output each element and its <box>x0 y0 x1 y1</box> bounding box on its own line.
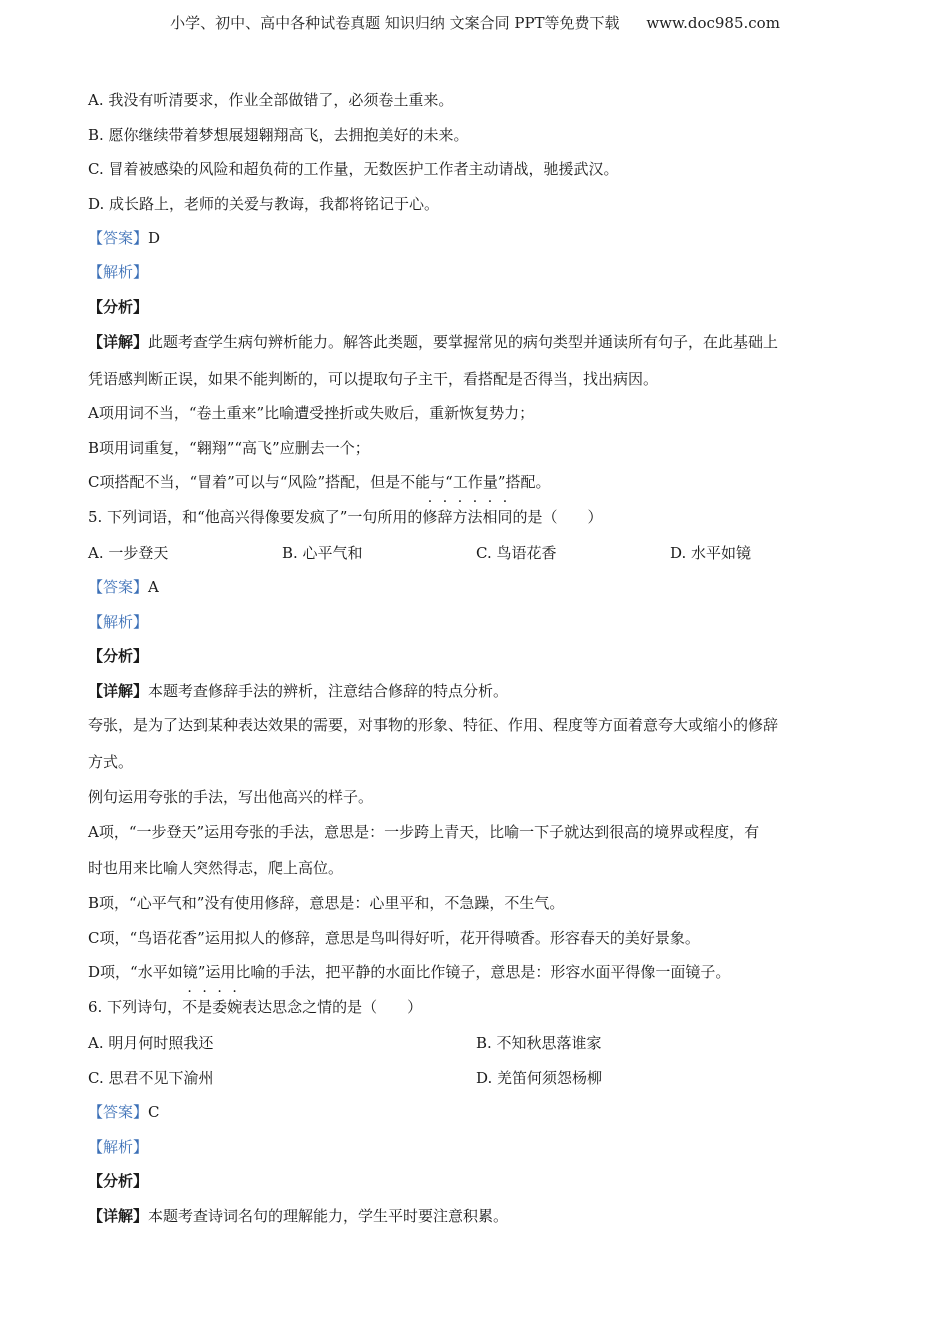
page-header <box>0 12 950 33</box>
q6-stem <box>88 997 422 1017</box>
q4-option-c: C. 冒着被感染的风险和超负荷的工作量，无数医护工作者主动请战，驰援武汉。 <box>88 160 619 178</box>
emphasis-char: 是 <box>197 998 213 1016</box>
q4-fenxi: 【分析】 <box>88 298 149 316</box>
q4-detail <box>88 332 778 352</box>
q5-stem <box>88 507 603 527</box>
answer-tag: 【答案】 <box>88 229 149 247</box>
q6-stem-pre: 6. 下列诗句， <box>88 998 183 1016</box>
header-site[interactable]: www.doc985.com <box>646 14 780 32</box>
q5-detail <box>88 681 508 701</box>
q6-option-a: A. 明月何时照我还 <box>88 1034 214 1052</box>
detail-text: 本题考查修辞手法的辨析，注意结合修辞的特点分析。 <box>148 682 509 700</box>
q5-jiexi: 【解析】 <box>88 613 149 631</box>
q6-option-c: C. 思君不见下渝州 <box>88 1069 214 1087</box>
q5-para-4: A项，“一步登天”运用夸张的手法，意思是：一步跨上青天，比喻一下子就达到很高的境界或程度，有 <box>88 823 760 841</box>
emphasis-char: 相 <box>482 508 498 526</box>
emphasis-char: 同 <box>497 508 513 526</box>
q5-option-d: D. 水平如镜 <box>670 544 752 562</box>
q5-para-8: D项，“水平如镜”运用比喻的手法，把平静的水面比作镜子，意思是：形容水面平得像一面镜子。 <box>88 963 731 981</box>
q5-answer <box>88 577 159 597</box>
answer-tag: 【答案】 <box>88 1103 149 1121</box>
q6-option-d: D. 羌笛何须怨杨柳 <box>476 1069 603 1087</box>
q6-answer <box>88 1102 160 1122</box>
q5-fenxi: 【分析】 <box>88 647 149 665</box>
q5-para-1: 夸张，是为了达到某种表达效果的需要，对事物的形象、特征、作用、程度等方面着意夸大或缩小的修辞 <box>88 716 779 734</box>
q4-detail-2: 凭语感判断正误，如果不能判断的，可以提取句子主干，看搭配是否得当，找出病因。 <box>88 370 659 388</box>
q4-jiexi: 【解析】 <box>88 263 149 281</box>
q4-answer <box>88 228 160 248</box>
emphasis-char: 修 <box>422 508 438 526</box>
emphasis-char: 方 <box>452 508 468 526</box>
answer-value: D <box>148 229 161 247</box>
q4-a-note: A项用词不当，“卷土重来”比喻遭受挫折或失败后，重新恢复势力； <box>88 404 535 422</box>
answer-value: A <box>148 578 159 596</box>
emphasis-char: 不 <box>182 998 198 1016</box>
q5-stem-post: 的是（ ） <box>512 508 603 526</box>
q5-para-6: B项，“心平气和”没有使用修辞，意思是：心里平和，不急躁，不生气。 <box>88 894 565 912</box>
q5-para-2: 方式。 <box>88 753 134 771</box>
detail-text: 本题考查诗词名句的理解能力，学生平时要注意积累。 <box>148 1207 509 1225</box>
detail-tag: 【详解】 <box>88 1207 149 1225</box>
q5-para-7: C项，“鸟语花香”运用拟人的修辞，意思是鸟叫得好听，花开得喷香。形容春天的美好景象。 <box>88 929 700 947</box>
q5-option-c: C. 鸟语花香 <box>476 544 557 562</box>
answer-value: C <box>148 1103 160 1121</box>
q4-b-note: B项用词重复，“翱翔”“高飞”应删去一个； <box>88 439 370 457</box>
emphasis-char: 法 <box>467 508 483 526</box>
emphasis-char: 辞 <box>437 508 453 526</box>
q6-option-b: B. 不知秋思落谁家 <box>476 1034 602 1052</box>
q5-para-3: 例句运用夸张的手法，写出他高兴的样子。 <box>88 788 374 806</box>
emphasis-char: 婉 <box>227 998 243 1016</box>
q4-option-d: D. 成长路上，老师的关爱与教诲，我都将铭记于心。 <box>88 195 440 213</box>
q5-stem-pre: 5. 下列词语，和“他高兴得像要发疯了”一句所用的 <box>88 508 423 526</box>
q6-detail <box>88 1206 508 1226</box>
q5-option-a: A. 一步登天 <box>88 544 169 562</box>
emphasis-char: 委 <box>212 998 228 1016</box>
q4-option-b: B. 愿你继续带着梦想展翅翱翔高飞，去拥抱美好的未来。 <box>88 126 469 144</box>
q6-stem-post: 表达思念之情的是（ ） <box>242 998 423 1016</box>
q4-c-note: C项搭配不当，“冒着”可以与“风险”搭配，但是不能与“工作量”搭配。 <box>88 473 551 491</box>
q4-option-a: A. 我没有听清要求，作业全部做错了，必须卷土重来。 <box>88 91 454 109</box>
answer-tag: 【答案】 <box>88 578 149 596</box>
q5-para-5: 时也用来比喻人突然得志，爬上高位。 <box>88 859 344 877</box>
header-text: 小学、初中、高中各种试卷真题 知识归纳 文案合同 PPT等免费下载 <box>170 14 620 32</box>
q6-jiexi: 【解析】 <box>88 1138 149 1156</box>
detail-tag: 【详解】 <box>88 682 149 700</box>
detail-text: 此题考查学生病句辨析能力。解答此类题，要掌握常见的病句类型并通读所有句子，在此基础上 <box>148 333 779 351</box>
detail-tag: 【详解】 <box>88 333 149 351</box>
q5-option-b: B. 心平气和 <box>282 544 363 562</box>
q6-fenxi: 【分析】 <box>88 1172 149 1190</box>
